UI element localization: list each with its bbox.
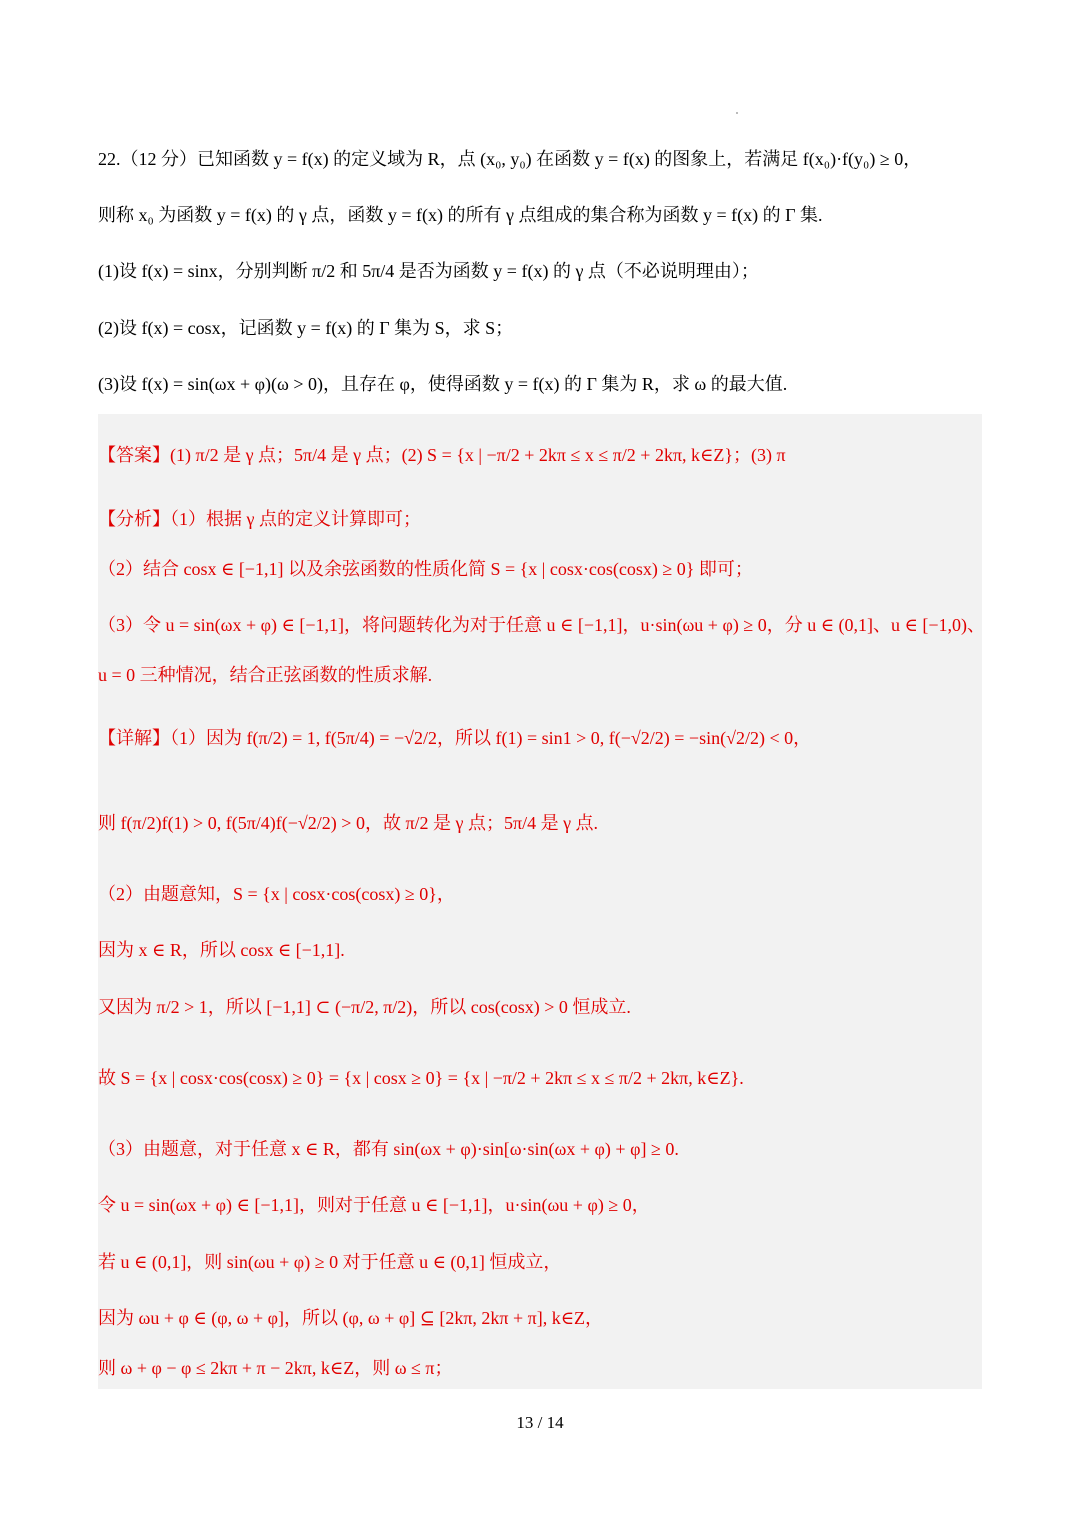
detail-line-5: 又因为 π/2 > 1，所以 [−1,1] ⊂ (−π/2, π/2)，所以 cos(cosx) > 0 恒成立. <box>98 997 631 1017</box>
detail-line-6: 故 S = {x | cosx·cos(cosx) ≥ 0} = {x | cosx ≥ 0} = {x | −π/2 + 2kπ ≤ x ≤ π/2 + 2kπ, k∈Z}. <box>98 1068 744 1088</box>
analysis-line-1: 【分析】（1）根据 γ 点的定义计算即可； <box>98 509 421 529</box>
problem-part-2: (2)设 f(x) = cosx，记函数 y = f(x) 的 Γ 集为 S，求 S； <box>98 318 514 338</box>
analysis-line-4: u = 0 三种情况，结合正弦函数的性质求解. <box>98 665 433 685</box>
scan-speck <box>736 112 738 114</box>
detail-line-3: （2）由题意知，S = {x | cosx·cos(cosx) ≥ 0}， <box>98 884 455 904</box>
analysis-line-2: （2）结合 cosx ∈ [−1,1] 以及余弦函数的性质化简 S = {x | cosx·cos(cosx) ≥ 0} 即可； <box>98 559 753 579</box>
detail-line-11: 则 ω + φ − φ ≤ 2kπ + π − 2kπ, k∈Z，则 ω ≤ π； <box>98 1358 453 1378</box>
problem-line-1: 22.（12 分）已知函数 y = f(x) 的定义域为 R，点 (x₀, y₀) 在函数 y = f(x) 的图象上，若满足 f(x₀)·f(y₀) ≥ 0， <box>98 149 922 169</box>
detail-line-10: 因为 ωu + φ ∈ (φ, ω + φ]，所以 (φ, ω + φ] ⊆ [2kπ, 2kπ + π], k∈Z， <box>98 1308 604 1328</box>
detail-line-8: 令 u = sin(ωx + φ) ∈ [−1,1]，则对于任意 u ∈ [−1,1]，u·sin(ωu + φ) ≥ 0， <box>98 1195 650 1215</box>
analysis-line-3: （3）令 u = sin(ωx + φ) ∈ [−1,1]，将问题转化为对于任意 u ∈ [−1,1]，u·sin(ωu + φ) ≥ 0，分 u ∈ (0,1]、u ∈ [−1,0)、 <box>98 615 985 635</box>
problem-part-1: (1)设 f(x) = sinx，分别判断 π/2 和 5π/4 是否为函数 y = f(x) 的 γ 点（不必说明理由）； <box>98 261 759 281</box>
problem-line-2: 则称 x₀ 为函数 y = f(x) 的 γ 点，函数 y = f(x) 的所有 γ 点组成的集合称为函数 y = f(x) 的 Γ 集. <box>98 205 823 225</box>
problem-part-3: (3)设 f(x) = sin(ωx + φ)(ω > 0)，且存在 φ，使得函数 y = f(x) 的 Γ 集为 R，求 ω 的最大值. <box>98 374 788 394</box>
detail-line-4: 因为 x ∈ R，所以 cosx ∈ [−1,1]. <box>98 940 345 960</box>
detail-line-2: 则 f(π/2)f(1) > 0, f(5π/4)f(−√2/2) > 0，故 π/2 是 γ 点；5π/4 是 γ 点. <box>98 813 599 833</box>
detail-line-1: 【详解】（1）因为 f(π/2) = 1, f(5π/4) = −√2/2，所以 f(1) = sin1 > 0, f(−√2/2) = −sin(√2/2) < 0， <box>98 728 812 748</box>
detail-line-7: （3）由题意，对于任意 x ∈ R，都有 sin(ωx + φ)·sin[ω·sin(ωx + φ) + φ] ≥ 0. <box>98 1139 679 1159</box>
page-number: 13 / 14 <box>516 1413 564 1432</box>
answer-line: 【答案】(1) π/2 是 γ 点；5π/4 是 γ 点；(2) S = {x | −π/2 + 2kπ ≤ x ≤ π/2 + 2kπ, k∈Z}；(3) π <box>98 445 786 465</box>
detail-line-9: 若 u ∈ (0,1]，则 sin(ωu + φ) ≥ 0 对于任意 u ∈ (0,1] 恒成立， <box>98 1252 562 1272</box>
